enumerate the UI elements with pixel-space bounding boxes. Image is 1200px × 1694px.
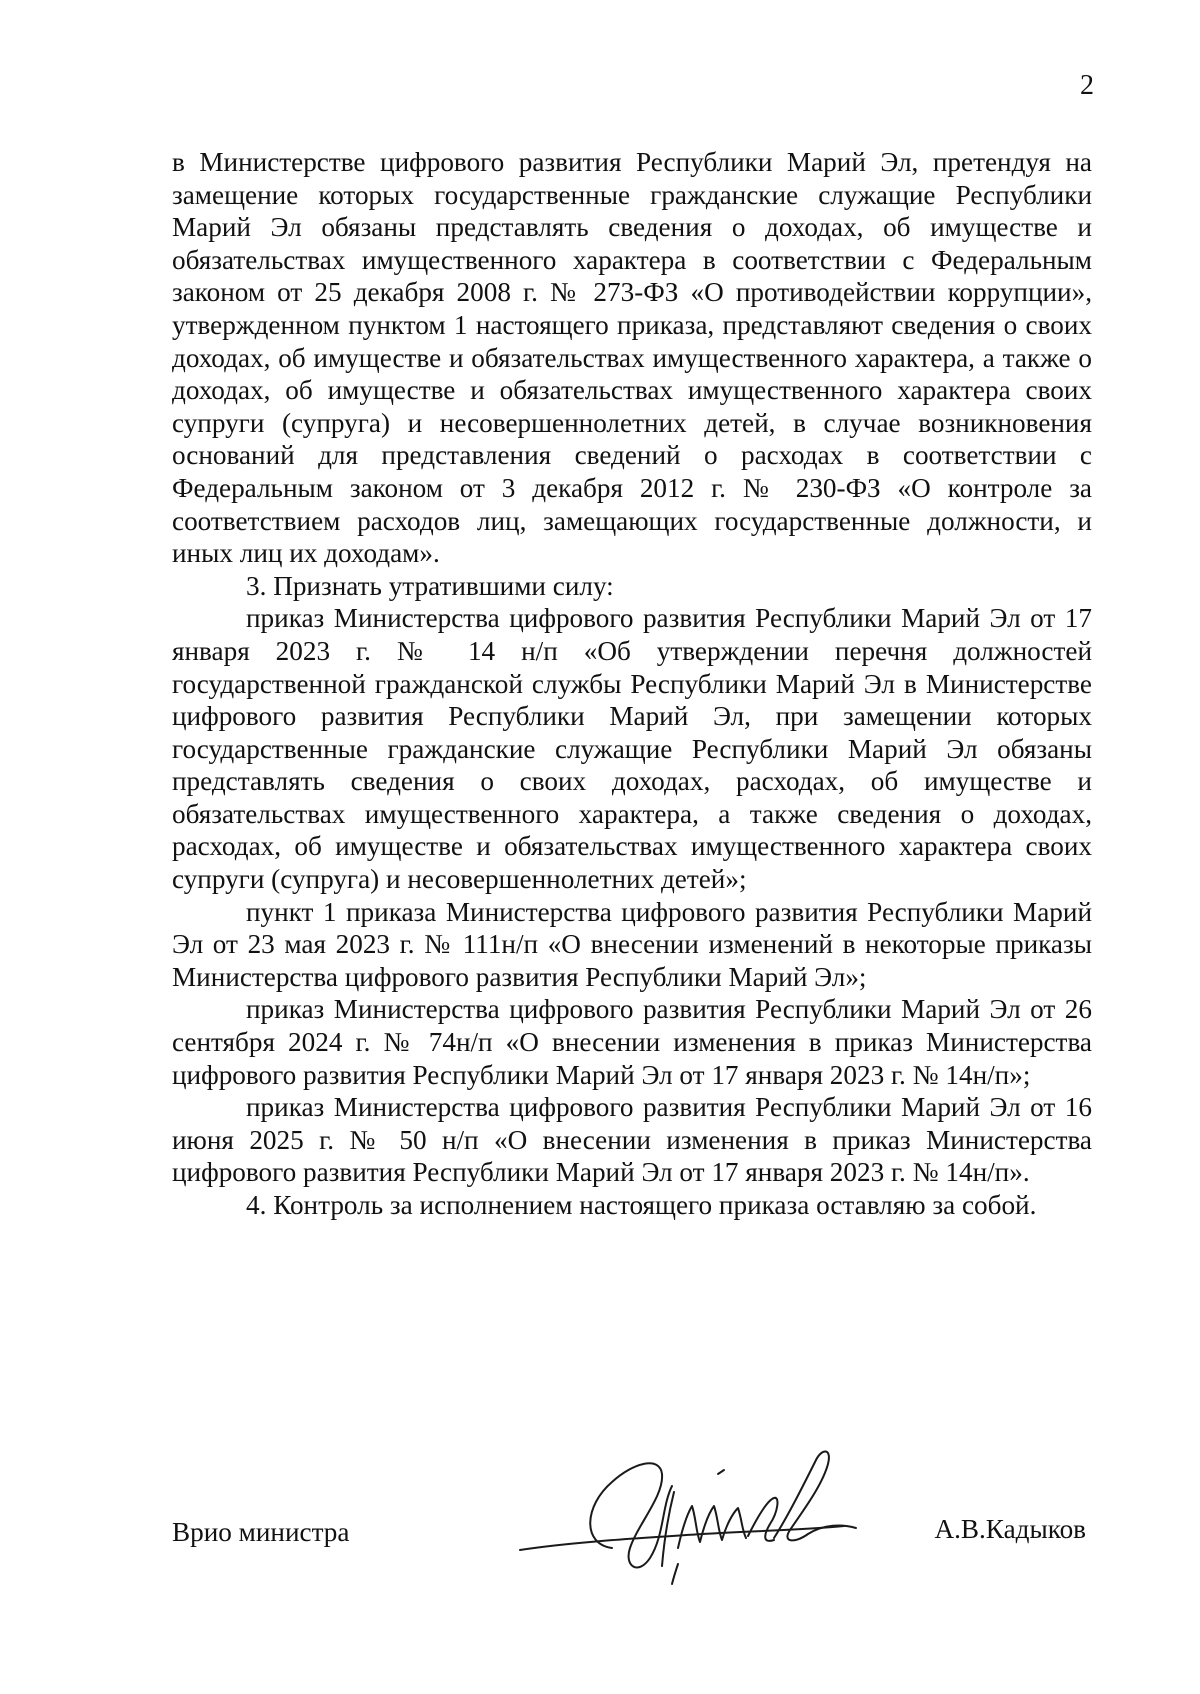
- signature-block: [172, 1426, 1092, 1566]
- paragraph-continuation: в Министерстве цифрового развития Республики Марий Эл, претендуя на замещение которых государственные гражданские служащие Республики Марий Эл обязаны представлять сведения о доходах, об имуществе и обязательствах имущественного характера в соответствии с Федеральным законом от 25 декабря 2008 г. № 273-ФЗ «О противодействии коррупции», утвержденном пунктом 1 настоящего приказа, представляют сведения о своих доходах, об имуществе и обязательствах имущественного характера, а также о доходах, об имуществе и обязательствах имущественного характера своих супруги (супруга) и несовершеннолетних детей, в случае возникновения оснований для представления сведений о расходах в соответствии с Федеральным законом от 3 декабря 2012 г. № 230-ФЗ «О контроле за соответствием расходов лиц, замещающих государственные должности, и иных лиц их доходам».: [172, 147, 1092, 569]
- document-body: [172, 146, 1092, 1222]
- signatory-position: Врио министра: [172, 1517, 350, 1547]
- paragraph-repealed-order-2: пункт 1 приказа Министерства цифрового развития Республики Марий Эл от 23 мая 2023 г. № 111н/п «О внесении изменений в некоторые приказы Министерства цифрового развития Республики Марий Эл»;: [172, 896, 1092, 992]
- paragraph-repealed-order-3: приказ Министерства цифрового развития Республики Марий Эл от 26 сентября 2024 г. № 74н/п «О внесении изменения в приказ Министерства цифрового развития Республики Марий Эл от 17 января 2023 г. № 14н/п»;: [172, 994, 1092, 1090]
- handwritten-signature: [512, 1426, 872, 1596]
- page-number: 2: [1080, 70, 1094, 101]
- paragraph-item-4-control: 4. Контроль за исполнением настоящего приказа оставляю за собой.: [246, 1190, 1037, 1220]
- paragraph-repealed-order-1: приказ Министерства цифрового развития Республики Марий Эл от 17 января 2023 г. № 14 н/п «Об утверждении перечня должностей государственной гражданской службы Республики Марий Эл в Министерстве цифрового развития Республики Марий Эл, при замещении которых государственные гражданские служащие Республики Марий Эл обязаны представлять сведения о своих доходах, расходах, об имуществе и обязательствах имущественного характера, а также сведения о доходах, расходах, об имуществе и обязательствах имущественного характера своих супруги (супруга) и несовершеннолетних детей»;: [172, 603, 1092, 895]
- signatory-name: А.В.Кадыков: [934, 1514, 1086, 1544]
- paragraph-repealed-order-4: приказ Министерства цифрового развития Республики Марий Эл от 16 июня 2025 г. № 50 н/п «О внесении изменения в приказ Министерства цифрового развития Республики Марий Эл от 17 января 2023 г. № 14н/п».: [172, 1092, 1092, 1188]
- paragraph-item-3-heading: 3. Признать утратившими силу:: [246, 570, 614, 601]
